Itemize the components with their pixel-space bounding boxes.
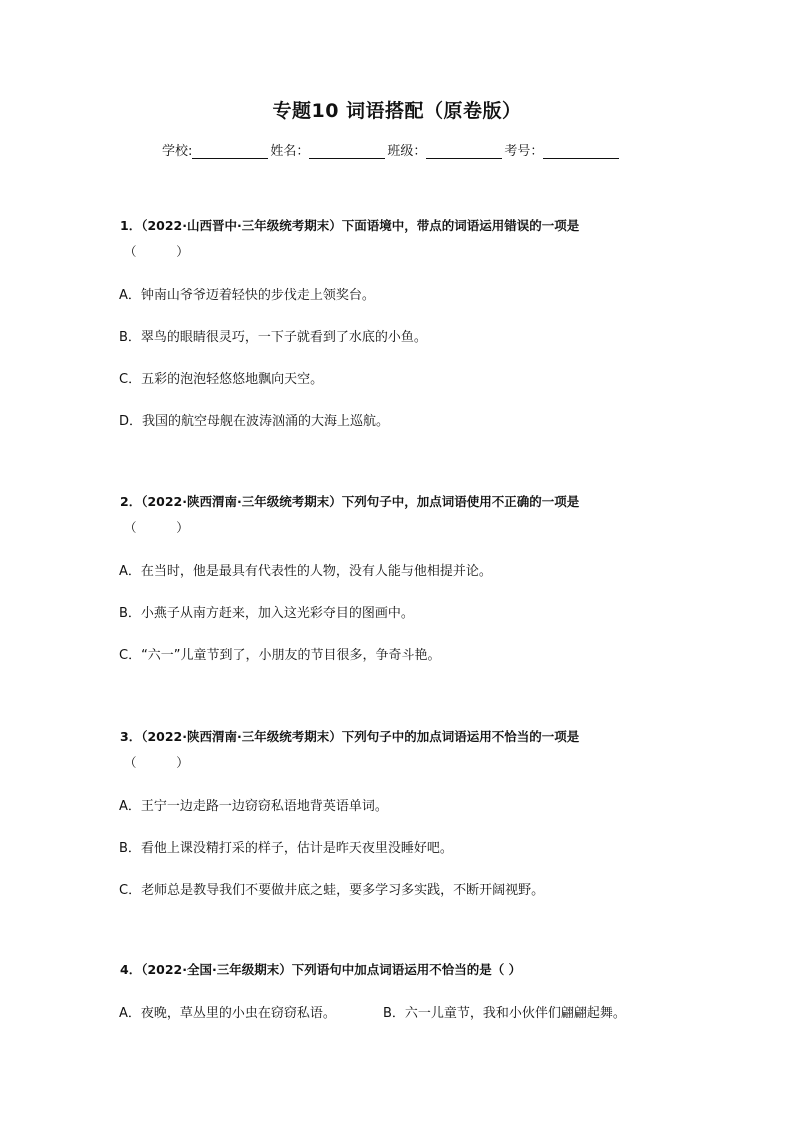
- name-label: 姓名：: [270, 144, 310, 159]
- name-blank[interactable]: [309, 145, 385, 159]
- question-3-option-c: C．老师总是教导我们不要做井底之蛙，要多学习多实践，不断开阔视野。: [119, 883, 545, 898]
- question-2-option-a: A．在当时，他是最具有代表性的人物，没有人能与他相提并论。: [119, 564, 492, 579]
- question-1-option-b: B．翠鸟的眼睛很灵巧，一下子就看到了水底的小鱼。: [119, 330, 427, 345]
- question-4-header: 4．（2022·全国·三年级期末）下列语句中加点词语运用不恰当的是（ ）: [120, 962, 522, 977]
- question-3-option-a: A．王宁一边走路一边窃窃私语地背英语单词。: [119, 799, 388, 814]
- student-info-row: [162, 140, 621, 159]
- school-blank[interactable]: [192, 145, 268, 159]
- question-4-option-a: A．夜晚，草丛里的小虫在窃窃私语。: [119, 1006, 336, 1021]
- question-2-answer-paren[interactable]: （ ）: [124, 520, 189, 535]
- question-1-answer-paren[interactable]: （ ）: [124, 244, 189, 259]
- question-3-header: 3．（2022·陕西渭南·三年级统考期末）下列句子中的加点词语运用不恰当的一项是: [120, 729, 580, 744]
- question-1-option-c: C．五彩的泡泡轻悠悠地飘向天空。: [119, 372, 324, 387]
- question-2-option-b: B．小燕子从南方赶来，加入这光彩夺目的图画中。: [119, 606, 414, 621]
- question-1-header: 1．（2022·山西晋中·三年级统考期末）下面语境中，带点的词语运用错误的一项是: [120, 218, 580, 233]
- class-label: 班级：: [387, 144, 427, 159]
- school-label: 学校:: [162, 144, 193, 159]
- question-1-option-d: D．我国的航空母舰在波涛汹涌的大海上巡航。: [119, 414, 390, 429]
- question-3-option-b: B．看他上课没精打采的样子，估计是昨天夜里没睡好吧。: [119, 841, 453, 856]
- page-title: 专题10 词语搭配（原卷版）: [272, 100, 522, 122]
- class-blank[interactable]: [426, 145, 502, 159]
- question-2-option-c: C．“六一”儿童节到了，小朋友的节目很多，争奇斗艳。: [119, 648, 441, 663]
- question-1-option-a: A．钟南山爷爷迈着轻快的步伐走上领奖台。: [119, 288, 375, 303]
- question-2-header: 2．（2022·陕西渭南·三年级统考期末）下列句子中，加点词语使用不正确的一项是: [120, 494, 580, 509]
- exam-no-label: 考号：: [504, 144, 544, 159]
- question-4-option-b: B．六一儿童节，我和小伙伴们翩翩起舞。: [383, 1006, 626, 1021]
- question-3-answer-paren[interactable]: （ ）: [124, 755, 189, 770]
- exam-no-blank[interactable]: [543, 145, 619, 159]
